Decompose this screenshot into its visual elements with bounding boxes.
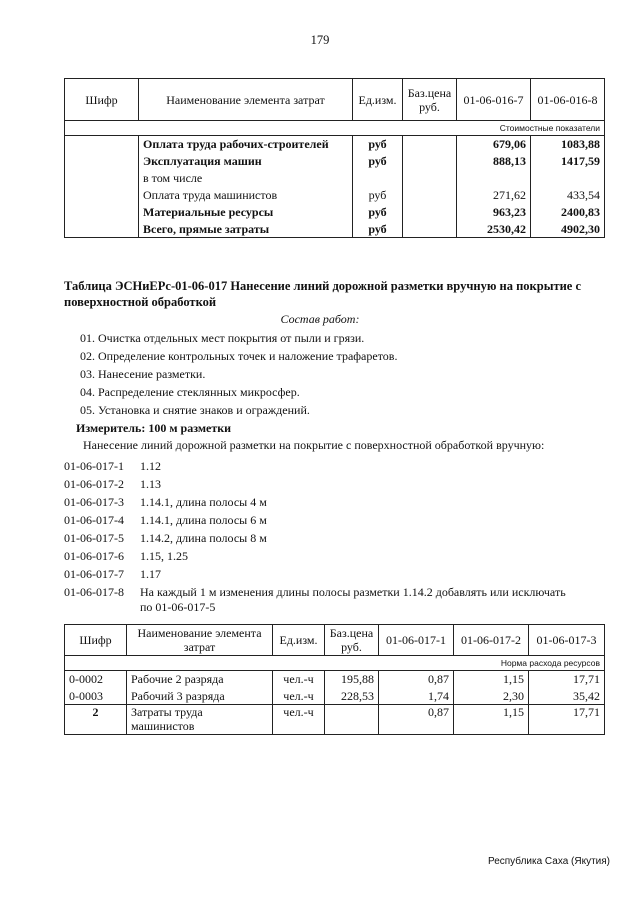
table-cell: 1,15 (454, 705, 529, 735)
table-cell (531, 170, 605, 187)
table-cell: руб (353, 204, 403, 221)
list-item: 01-06-017-3 1.14.1, длина полосы 4 м (64, 495, 267, 509)
measure-label: Измеритель: 100 м разметки (76, 421, 232, 435)
table-cell: чел.-ч (273, 688, 325, 705)
table-cell (403, 136, 457, 153)
table-row (65, 204, 605, 221)
work-item: 03. Нанесение разметки. (80, 367, 206, 381)
table-cell (403, 153, 457, 170)
work-item: 01. Очистка отдельных мест покрытия от пыли и грязи. (80, 331, 365, 345)
table-cell: Рабочие 2 разряда (127, 671, 273, 688)
table-cell: 2400,83 (531, 204, 605, 221)
table-cell: 195,88 (325, 671, 379, 688)
table-cell: 2 (65, 705, 127, 735)
table-row (65, 671, 605, 688)
section-title: Таблица ЭСНиЕРс-01-06-017 Нанесение линий дорожной разметки вручную на покрытие с поверхностной обработкой (64, 279, 582, 309)
header-unit: Ед.изм. (353, 79, 403, 121)
work-item: 02. Определение контрольных точек и наложение трафаретов. (80, 349, 398, 363)
table-cell: Рабочий 3 разряда (127, 688, 273, 705)
table-cell: 0-0003 (65, 688, 127, 705)
table-cell: Оплата труда рабочих-строителей (139, 136, 353, 153)
page-number: 179 (310, 33, 330, 47)
header-price: Баз.цена руб. (325, 625, 379, 656)
table-cell (403, 221, 457, 238)
table-cell: 1,15 (454, 671, 529, 688)
table-cell: руб (353, 221, 403, 238)
list-item: 01-06-017-8 На каждый 1 м изменения длины полосы разметки 1.14.2 добавлять или исключать по 01-06-017-5 (64, 585, 566, 614)
subheader-row (65, 121, 605, 136)
header-col-1: 01-06-017-1 (379, 625, 454, 656)
table-cell: чел.-ч (273, 671, 325, 688)
header-col-1: 01-06-016-7 (457, 79, 531, 121)
table-cell: 963,23 (457, 204, 531, 221)
composition-title: Состав работ: (280, 312, 360, 326)
subheader-row (65, 656, 605, 671)
table-cell (403, 170, 457, 187)
table-cell: 17,71 (529, 671, 605, 688)
table-cell: руб (353, 187, 403, 204)
table-cell: руб (353, 153, 403, 170)
header-price: Баз.цена руб. (403, 79, 457, 121)
table-cell: Затраты труда машинистов (127, 705, 273, 735)
list-item: 01-06-017-6 1.15, 1.25 (64, 549, 188, 563)
table-cell: 2,30 (454, 688, 529, 705)
subheader-label: Стоимостные показатели (457, 121, 605, 136)
table-cell: 35,42 (529, 688, 605, 705)
work-item: 05. Установка и снятие знаков и ограждений. (80, 403, 310, 417)
table-cell: 17,71 (529, 705, 605, 735)
table-cell: 4902,30 (531, 221, 605, 238)
table-cell (65, 221, 139, 238)
footer-region: Республика Саха (Якутия) (487, 856, 610, 867)
table-row (65, 136, 605, 153)
table-cell (325, 705, 379, 735)
header-unit: Ед.изм. (273, 625, 325, 656)
table-cell: Оплата труда машинистов (139, 187, 353, 204)
list-item: 01-06-017-2 1.13 (64, 477, 161, 491)
table-cell (65, 204, 139, 221)
table-cell: 0,87 (379, 705, 454, 735)
subheader-label: Норма расхода ресурсов (379, 656, 605, 671)
table-cell (65, 153, 139, 170)
header-code: Шифр (65, 79, 139, 121)
header-name: Наименование элемента затрат (139, 79, 353, 121)
header-name: Наименование элемента затрат (127, 625, 273, 656)
header-col-2: 01-06-017-2 (454, 625, 529, 656)
table-cell: Всего, прямые затраты (139, 221, 353, 238)
table-cell (65, 136, 139, 153)
table-cell: 228,53 (325, 688, 379, 705)
table-cell (457, 170, 531, 187)
table-cell (65, 187, 139, 204)
table-cell: 2530,42 (457, 221, 531, 238)
cost-table (64, 78, 605, 238)
table-cell (403, 204, 457, 221)
table-cell: 433,54 (531, 187, 605, 204)
table-header-row (65, 625, 605, 656)
list-item: 01-06-017-7 1.17 (64, 567, 161, 581)
table-cell: руб (353, 136, 403, 153)
table-cell: в том числе (139, 170, 353, 187)
intro-text: Нанесение линий дорожной разметки на покрытие с поверхностной обработкой вручную: (83, 438, 545, 452)
table-cell: чел.-ч (273, 705, 325, 735)
table-row (65, 187, 605, 204)
table-cell: 679,06 (457, 136, 531, 153)
table-cell: Эксплуатация машин (139, 153, 353, 170)
header-col-2: 01-06-016-8 (531, 79, 605, 121)
table-row (65, 170, 605, 187)
table-cell (403, 187, 457, 204)
resource-table (64, 624, 605, 735)
table-cell: 0-0002 (65, 671, 127, 688)
table-row (65, 153, 605, 170)
table-row (65, 688, 605, 705)
list-item: 01-06-017-1 1.12 (64, 459, 161, 473)
table-cell: 1083,88 (531, 136, 605, 153)
list-item: 01-06-017-5 1.14.2, длина полосы 8 м (64, 531, 267, 545)
table-cell: 271,62 (457, 187, 531, 204)
table-cell: 0,87 (379, 671, 454, 688)
table-cell (353, 170, 403, 187)
table-row (65, 705, 605, 735)
table-cell: 1,74 (379, 688, 454, 705)
table-cell: 888,13 (457, 153, 531, 170)
header-code: Шифр (65, 625, 127, 656)
table-cell: 1417,59 (531, 153, 605, 170)
work-item: 04. Распределение стеклянных микросфер. (80, 385, 300, 399)
table-header-row (65, 79, 605, 121)
list-item: 01-06-017-4 1.14.1, длина полосы 6 м (64, 513, 267, 527)
table-row (65, 221, 605, 238)
table-cell: Материальные ресурсы (139, 204, 353, 221)
header-col-3: 01-06-017-3 (529, 625, 605, 656)
table-cell (65, 170, 139, 187)
